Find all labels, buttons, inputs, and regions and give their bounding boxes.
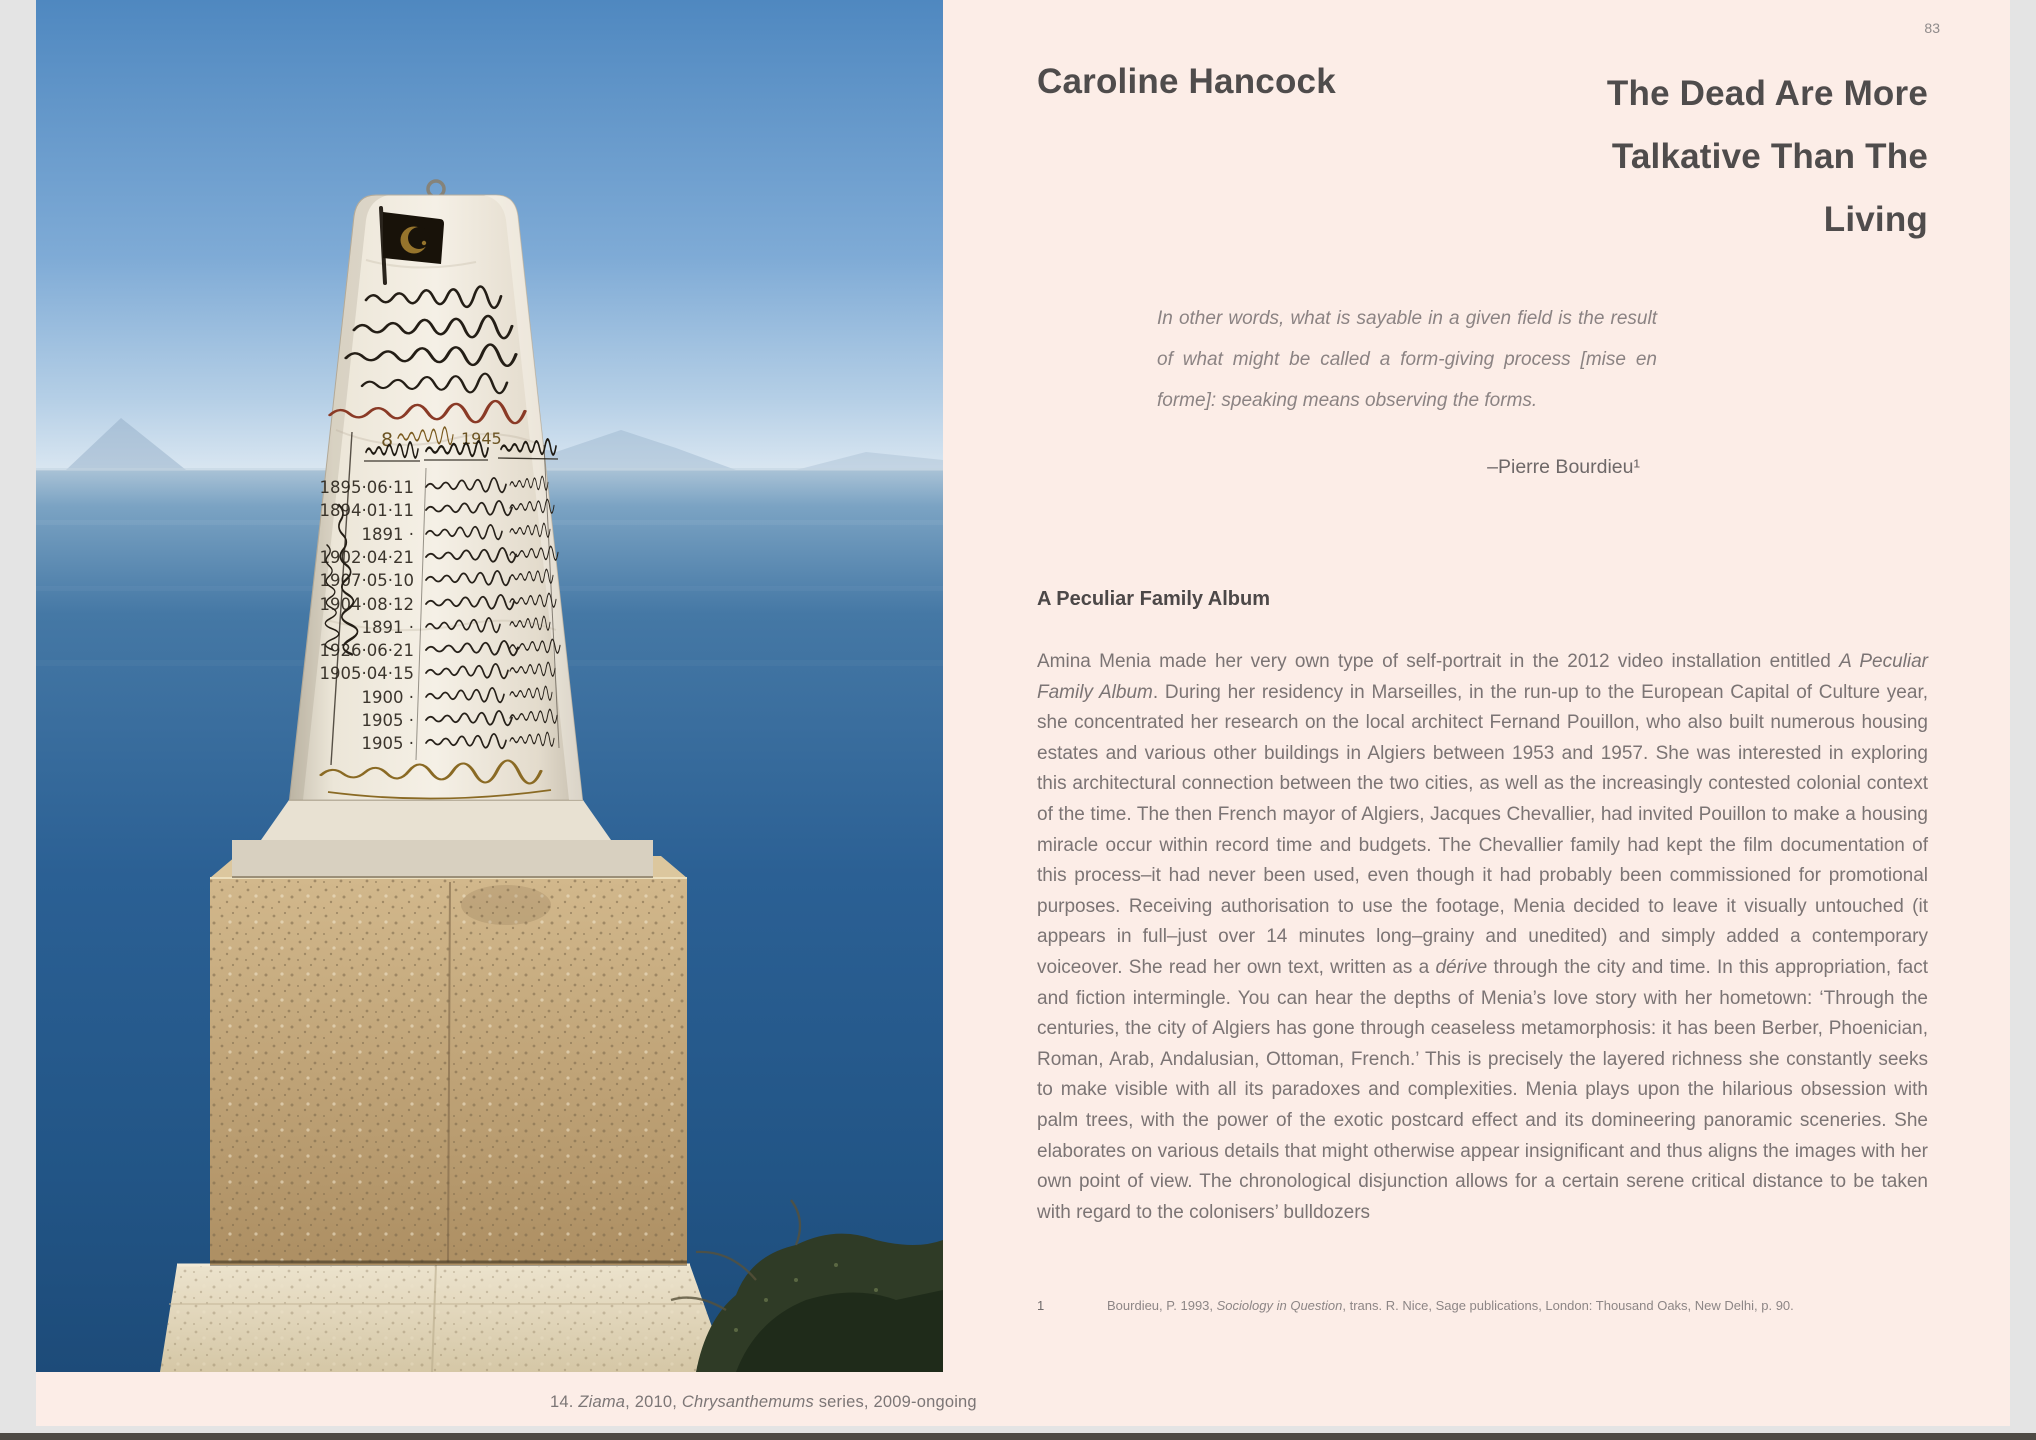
epigraph-quote: In other words, what is sayable in a given field is the result of what might be called a form-giving process [mise en forme]: speaking means observing the forms.	[1157, 308, 1657, 411]
page-number: 83	[1924, 20, 1940, 36]
footnote	[1037, 1298, 1794, 1313]
svg-text:1902·04·21: 1902·04·21	[319, 548, 414, 567]
body-paragraph: Amina Menia made her very own type of self-portrait in the 2012 video installation entitled A Peculiar Family Album. During her residency in Marseilles, in the run-up to the European Capital of Culture year, she concentrated her research on the local architect Fernand Pouillon, who also built numerous housing estates and various other buildings in Algiers between 1953 and 1957. She was interested in exploring this architectural connection between the two cities, as well as the increasingly contested colonial context of the time. The then French mayor of Algiers, Jacques Chevallier, had invited Pouillon to make a housing miracle occur within record time and budgets. The Chevallier family had kept the film documentation of this process–it had never been used, even though it had probably been commissioned for promotional purposes. Receiving authorisation to use the footage, Menia decided to leave it visually untouched (it appears in full–just over 14 minutes long–grainy and unedited) and simply added a contemporary voiceover. She read her own text, written as a dérive through the city and time. In this appropriation, fact and fiction intermingle. You can hear the depths of Menia’s love story with her hometown: ‘Through the centuries, the city of Algiers has gone through ceaseless metamorphosis: it has been Berber, Phoenician, Roman, Arab, Andalusian, Ottoman, French.’ This is precisely the layered richness she constantly seeks to make visible with all its paradoxes and complexities. Menia plays upon the hilarious obsession with palm trees, with the power of the exotic postcard effect and its domineering panoramic sceneries. She elaborates on various details that might otherwise appear insignificant and thus aligns the images with her own point of view. The chronological disjunction allows for a certain serene critical distance to be taken with regard to the colonisers’ bulldozers	[1037, 651, 1929, 1223]
svg-text:1891 ·: 1891 ·	[361, 618, 414, 637]
memorial-year: 1945	[461, 429, 502, 448]
svg-text:1895·06·11: 1895·06·11	[319, 478, 414, 497]
pedestal	[210, 800, 687, 1265]
section-heading: A Peculiar Family Album	[1037, 588, 1271, 610]
monument-photo	[36, 0, 943, 1372]
svg-text:1905·04·15: 1905·04·15	[319, 664, 414, 683]
essay-title	[1607, 62, 1928, 251]
author-name: Caroline Hancock	[1037, 62, 1336, 101]
essay-title-line: Talkative Than The	[1611, 137, 1928, 176]
footnote-text: Bourdieu, P. 1993, Sociology in Question, trans. R. Nice, Sage publications, London: Thousand Oaks, New Delhi, p. 90.	[1107, 1298, 1794, 1313]
svg-text:1900 ·: 1900 ·	[361, 688, 414, 707]
footnote-number: 1	[1037, 1298, 1045, 1313]
svg-text:1891 ·: 1891 ·	[361, 525, 414, 544]
svg-text:1905 ·: 1905 ·	[361, 734, 414, 753]
svg-text:1904·08·12: 1904·08·12	[319, 595, 414, 614]
screenshot-bottom-edge	[0, 1433, 2036, 1440]
quote-attribution: –Pierre Bourdieu¹	[1487, 456, 1640, 478]
svg-text:1905 ·: 1905 ·	[361, 711, 414, 730]
photo-caption: 14. Ziama, 2010, Chrysanthemums series, 2009-ongoing	[550, 1393, 977, 1411]
page-spread	[36, 0, 2010, 1426]
essay-title-line: The Dead Are More	[1606, 74, 1928, 113]
svg-text:1926·06·21: 1926·06·21	[319, 641, 414, 660]
essay-title-line: Living	[1823, 200, 1928, 239]
svg-text:1907·05·10: 1907·05·10	[319, 571, 414, 590]
svg-text:1894·01·11: 1894·01·11	[319, 501, 414, 520]
memorial-day: 8	[381, 429, 394, 451]
